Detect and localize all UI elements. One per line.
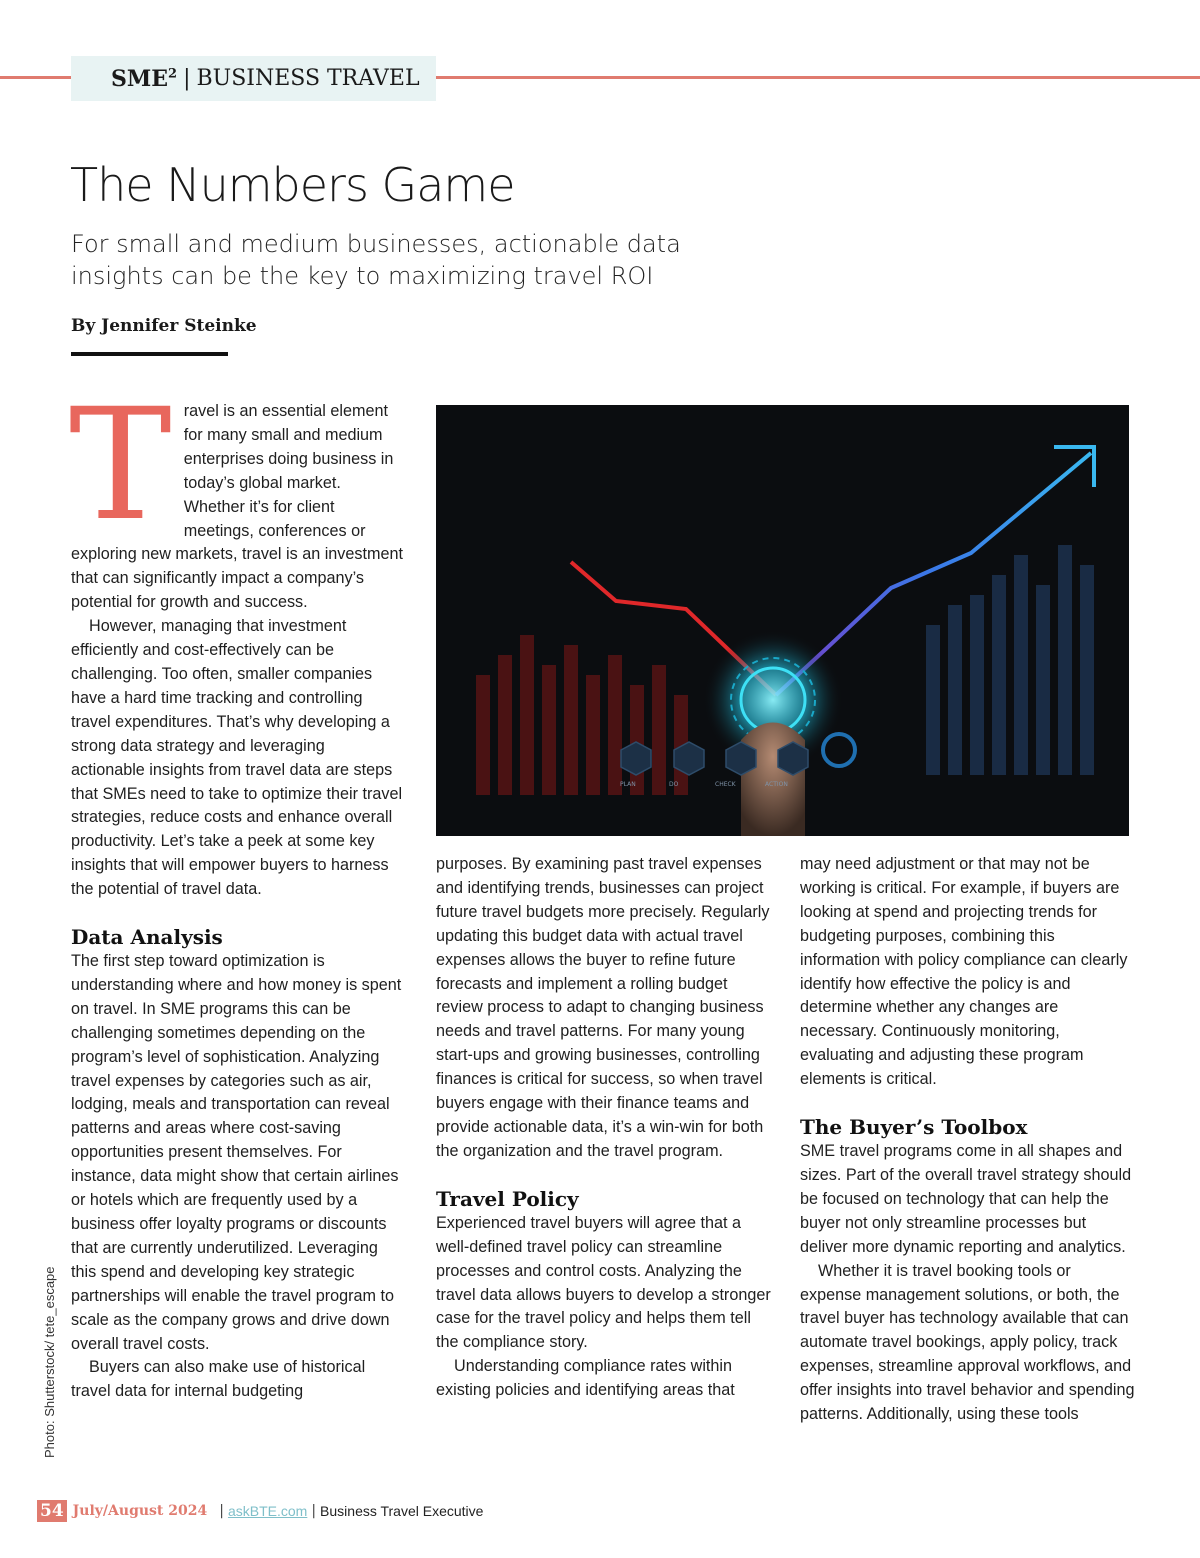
byline: By Jennifer Steinke xyxy=(71,316,257,336)
paragraph: Understanding compliance rates within existing policies and identifying areas that xyxy=(436,1357,735,1400)
byline-rule xyxy=(71,352,228,356)
heading-buyers-toolbox: The Buyer’s Toolbox xyxy=(800,1115,1028,1140)
hex-label-do: DO xyxy=(669,781,679,788)
article-photo xyxy=(436,405,1129,836)
page-number: 54 xyxy=(37,1500,67,1522)
heading-travel-policy: Travel Policy xyxy=(436,1186,579,1211)
section-separator: | xyxy=(183,66,191,91)
section-name: BUSINESS TRAVEL xyxy=(196,66,420,91)
page-footer xyxy=(37,1500,483,1522)
paragraph: Buyers can also make use of historical travel data for internal budgeting xyxy=(71,1358,366,1401)
section-tag xyxy=(71,56,436,101)
growth-chart-illustration xyxy=(436,405,1129,836)
dropcap: T xyxy=(69,376,172,555)
paragraph: Whether it is travel booking tools or expense management solutions, or both, the travel buyer has technology available that can automate travel bookings, apply policy, track expenses, streamline approval workflows, and offer insights into travel behavior and spending patterns. Additionally, using these tools xyxy=(800,1261,1135,1424)
site-link[interactable]: askBTE.com xyxy=(227,1503,308,1519)
paragraph: The first step toward optimization is understanding where and how money is spent on travel. In SME programs this can be challenging sometimes depending on the program’s level of sophistication. Analyzing travel expenses by categories such as air, lodging, meals and transportation can reveal patterns and areas where cost-saving opportunities present themselves. For instance, data might show that certain airlines or hotels which are frequently used by a business offer loyalty programs or discounts that are currently underutilized. Leveraging this spend and developing key strategic partnerships will enable the travel program to scale as the company grows and drive down overall travel costs. xyxy=(71,952,402,1353)
hex-label-action: ACTION xyxy=(765,781,788,788)
paragraph: Experienced travel buyers will agree that a well-defined travel policy can streamline processes and control costs. Analyzing the travel data allows buyers to develop a stronger case for the travel policy and helps them tell the compliance story. xyxy=(436,1213,771,1352)
column-3 xyxy=(800,853,1136,1427)
magazine-name: Business Travel Executive xyxy=(320,1503,484,1519)
article-title: The Numbers Game xyxy=(70,158,515,212)
footer-separator: | xyxy=(311,1503,317,1519)
paragraph: may need adjustment or that may not be working is critical. For example, if buyers are looking at spend and projecting trends for budgeting purposes, combining this information with policy compliance can clearly identify how effective the policy is and determine whether any changes are necessary. Continuously monitoring, evaluating and adjusting these program elements is critical. xyxy=(800,855,1128,1089)
column-2 xyxy=(436,853,772,1403)
paragraph: purposes. By examining past travel expenses and identifying trends, businesses can project future travel budgets more precisely. Regularly updating this budget data with actual travel expenses allows the buyer to refine future forecasts and implement a rolling budget review process to adapt to changing business needs and travel patterns. For many young start-ups and growing businesses, controlling finances is critical for success, so when travel buyers engage with their finance teams and provide actionable data, it’s a win-win for both the organization and the travel program. xyxy=(436,855,770,1160)
brand-name: SME$^2$ xyxy=(111,65,178,92)
footer-separator: | xyxy=(219,1503,224,1519)
paragraph: However, managing that investment efficiently and cost-effectively can be challenging. Too often, smaller companies have a hard time tracking and controlling travel expenditures. That’s why developing a strong data strategy and leveraging actionable insights from travel data are steps that SMEs need to take to optimize their travel strategies, reduce costs and enhance overall productivity. Let’s take a peek at some key insights that will empower buyers to harness the potential of travel data. xyxy=(71,617,403,899)
paragraph: SME travel programs come in all shapes and sizes. Part of the overall travel strategy should be focused on technology that can help the buyer not only streamline processes but deliver more dynamic reporting and analytics. xyxy=(800,1142,1132,1256)
issue-date: July/August 2024 xyxy=(72,1503,208,1519)
article-subtitle: For small and medium businesses, actionable data insights can be the key to maximizing travel ROI xyxy=(71,230,681,290)
photo-credit: Photo: Shutterstock/ tete_escape xyxy=(42,1266,57,1458)
intro-paragraph: ravel is an essential element for many small and medium enterprises doing business in today’s global market. Whether it’s for client meetings, conferences or exploring new markets, travel is an investment that can significantly impact a company’s potential for growth and success. xyxy=(71,402,403,612)
heading-data-analysis: Data Analysis xyxy=(71,925,223,950)
hex-label-check: CHECK xyxy=(715,781,736,788)
hex-label-plan: PLAN xyxy=(620,781,636,788)
column-1 xyxy=(69,376,403,1404)
